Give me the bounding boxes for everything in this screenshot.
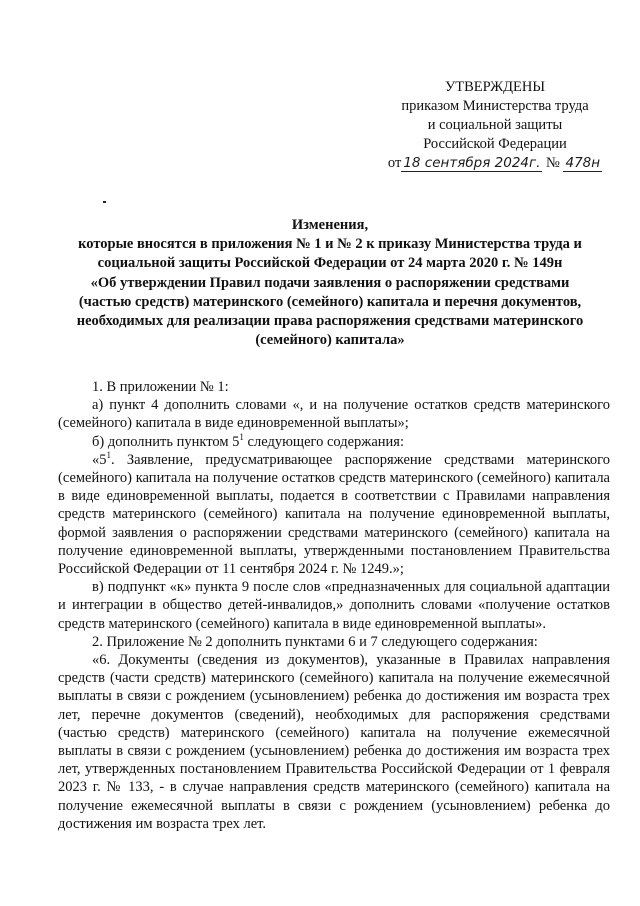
- approval-order-line: приказом Министерства труда: [401, 98, 589, 114]
- paragraph-6: «6. Документы (сведения из документов), указанные в Правилах направления средств (части средств) материнского (семейного) капитала на получение ежемесячной выплаты в связи с рождением (усыновлением) ребенка до достижения им возраста трех лет, перечне документов (сведений), необходимых для распоряжения средствами (частью средств) материнского (семейного) капитала на получение ежемесячной выплаты в связи с рождением (усыновлением) ребенка до достижения им возраста трех лет, утвержденных постановлением Правительства Российской Федерации от 1 февраля 2023 г. № 133, - в случае направления средств материнского (семейного) капитала на получение ежемесячной выплаты в связи с рождением (усыновлением) ребенка до достижения им возраста трех лет.: [58, 652, 610, 832]
- handwritten-number: 478н: [565, 155, 601, 171]
- paragraph-1c: в) подпункт «к» пункта 9 после слов «предназначенных для социальной адаптации и интеграции в общество детей-инвалидов,» дополнить словами «получение остатков средств материнского (семейного) капитала в виде единовременной выплаты».: [58, 579, 610, 632]
- title-line-6: необходимых для реализации права распоряжения средствами материнского: [76, 313, 584, 330]
- handwritten-date: 18 сентября 2024г.: [403, 155, 541, 171]
- paragraph-1a: а) пункт 4 дополнить словами «, и на получение остатков средств материнского (семейного) капитала в виде единовременной выплаты»;: [58, 397, 610, 432]
- title-line-1: Изменения,: [291, 217, 369, 233]
- paragraph-1: 1. В приложении № 1:: [92, 379, 229, 395]
- document-title: [40, 216, 620, 350]
- approval-country-line: Российской Федерации: [423, 136, 567, 152]
- title-line-4: «Об утверждении Правил подачи заявления о распоряжении средствами: [90, 274, 570, 291]
- paragraph-2: 2. Приложение № 2 дополнить пунктами 6 и 7 следующего содержания:: [92, 633, 538, 650]
- document-body: [58, 378, 610, 833]
- approval-ministry-line: и социальной защиты: [427, 117, 563, 133]
- paragraph-5-1: «$5^1$. Заявление, предусматривающее распоряжение средствами материнского (семейного) капитала на получение остатков средств материнского (семейного) капитала в виде единовременной выплаты, подается в соответствии с Правилами направления средств материнского (семейного) капитала на получение единовременной выплаты, формой заявления о распоряжении средствами материнского (семейного) капитала на получение единовременной выплаты, утвержденными постановлением Правительства Российской Федерации от 11 сентября 2024 г. № 1249.»;: [58, 449, 610, 578]
- approval-date-line: [380, 154, 610, 173]
- number-prefix: №: [546, 155, 560, 171]
- title-line-2: которые вносятся в приложения № 1 и № 2 к приказу Министерства труда и: [78, 236, 582, 253]
- approval-heading: УТВЕРЖДЕНЫ: [444, 79, 546, 95]
- paragraph-1b: б) дополнить пунктом $5^1$ следующего содержания:: [92, 431, 404, 450]
- title-line-7: (семейного) капитала»: [255, 332, 405, 349]
- date-prefix: от: [387, 155, 402, 171]
- title-line-3: социальной защиты Российской Федерации от 24 марта 2020 г. № 149н: [97, 255, 563, 272]
- stray-mark: [103, 201, 106, 203]
- title-line-5: (частью средств) материнского (семейного) капитала и перечня документов,: [78, 293, 582, 310]
- approval-stamp: [380, 78, 610, 173]
